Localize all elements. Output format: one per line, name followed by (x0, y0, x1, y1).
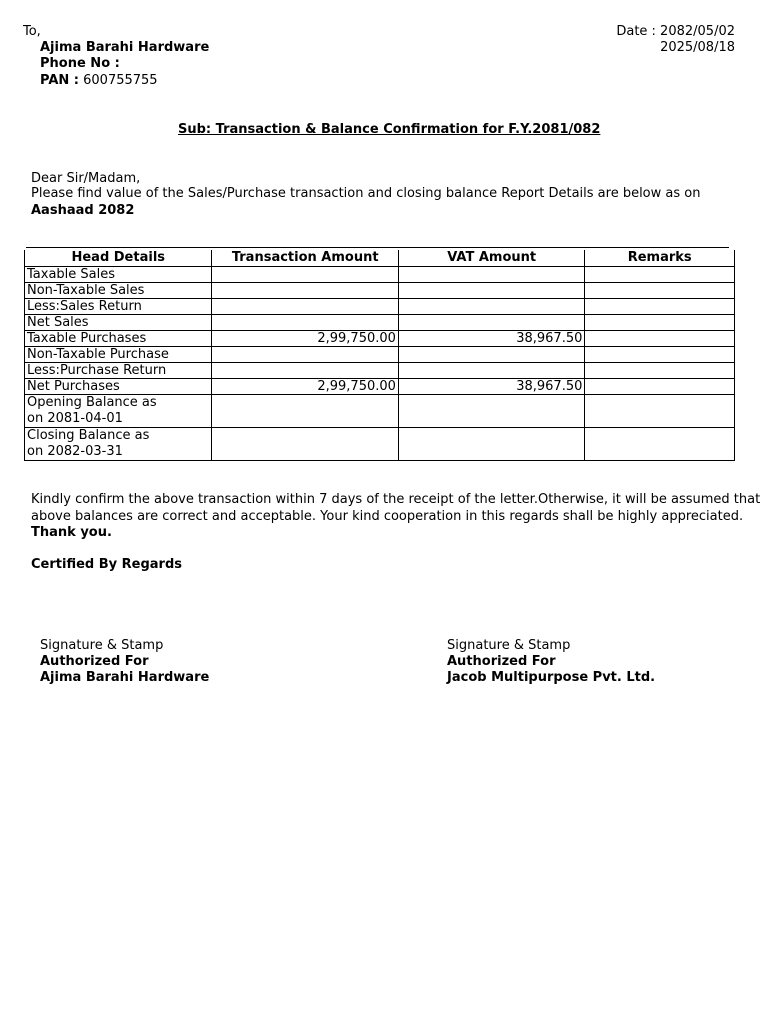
row-vat (398, 315, 584, 331)
row-head-line2: on 2081-04-01 (27, 411, 123, 426)
row-vat (398, 267, 584, 283)
row-amount: 2,99,750.00 (212, 331, 398, 347)
pan-label: PAN : (40, 73, 79, 88)
date-ad: 2025/08/18 (660, 40, 735, 55)
date-bs: Date : 2082/05/02 (616, 24, 735, 39)
row-head: Non-Taxable Purchase (25, 347, 212, 363)
row-vat: 38,967.50 (398, 379, 584, 395)
pan-value: 600755755 (83, 73, 158, 88)
row-amount (212, 267, 398, 283)
table-row (25, 315, 735, 331)
table-row (25, 347, 735, 363)
row-amount (212, 395, 398, 428)
closing-line-2: above balances are correct and acceptable. Your kind cooperation in this regards shall be highly appreciated. (31, 509, 744, 524)
row-amount (212, 315, 398, 331)
row-remarks (585, 347, 735, 363)
row-head: Net Sales (25, 315, 212, 331)
row-vat (398, 363, 584, 379)
row-remarks (585, 428, 735, 461)
row-remarks (585, 331, 735, 347)
authorized-for: Authorized For (40, 654, 149, 669)
table-row (25, 267, 735, 283)
to-label: To, (23, 24, 41, 39)
row-head: Net Purchases (25, 379, 212, 395)
confirmation-table (24, 250, 735, 461)
table-row (25, 428, 735, 461)
salutation: Dear Sir/Madam, (31, 171, 141, 186)
row-remarks (585, 283, 735, 299)
table-header-row (25, 250, 735, 267)
row-amount (212, 299, 398, 315)
table-row (25, 331, 735, 347)
closing-line-1: Kindly confirm the above transaction within 7 days of the receipt of the letter.Otherwise, it will be assumed that (31, 492, 761, 507)
row-vat: 38,967.50 (398, 331, 584, 347)
row-head: Taxable Sales (25, 267, 212, 283)
signature-label: Signature & Stamp (447, 638, 571, 653)
subject-line: Sub: Transaction & Balance Confirmation for F.Y.2081/082 (178, 122, 601, 137)
table-row (25, 363, 735, 379)
row-head: Less:Purchase Return (25, 363, 212, 379)
row-remarks (585, 395, 735, 428)
column-header-transaction-amount: Transaction Amount (212, 250, 398, 267)
row-vat (398, 283, 584, 299)
table-row (25, 299, 735, 315)
column-header-vat-amount: VAT Amount (398, 250, 584, 267)
row-vat (398, 299, 584, 315)
pan-line (40, 73, 158, 89)
confirmation-table-wrapper (24, 247, 735, 461)
column-header-head-details: Head Details (25, 250, 212, 267)
recipient-name: Ajima Barahi Hardware (40, 40, 210, 55)
authorized-for: Authorized For (447, 654, 556, 669)
company-name: Jacob Multipurpose Pvt. Ltd. (447, 670, 656, 685)
as-on-date: Aashaad 2082 (31, 203, 135, 218)
certified-by: Certified By Regards (31, 557, 182, 572)
row-vat (398, 428, 584, 461)
row-amount (212, 283, 398, 299)
row-remarks (585, 267, 735, 283)
row-head (25, 428, 212, 461)
table-row (25, 395, 735, 428)
row-head (25, 395, 212, 428)
column-header-remarks: Remarks (585, 250, 735, 267)
row-head: Less:Sales Return (25, 299, 212, 315)
phone-label (40, 56, 120, 72)
table-row (25, 283, 735, 299)
table-top-rule (26, 247, 729, 248)
row-remarks (585, 379, 735, 395)
phone-label-text: Phone No : (40, 56, 120, 71)
row-amount (212, 428, 398, 461)
row-head-line2: on 2082-03-31 (27, 444, 123, 459)
thank-you: Thank you. (31, 525, 112, 540)
row-amount (212, 363, 398, 379)
table-row (25, 379, 735, 395)
row-head: Non-Taxable Sales (25, 283, 212, 299)
row-amount: 2,99,750.00 (212, 379, 398, 395)
row-head-line1: Closing Balance as (27, 428, 150, 443)
row-amount (212, 347, 398, 363)
row-head: Taxable Purchases (25, 331, 212, 347)
intro-text: Please find value of the Sales/Purchase transaction and closing balance Report Details are below as on (31, 186, 701, 201)
row-vat (398, 347, 584, 363)
row-remarks (585, 299, 735, 315)
company-name: Ajima Barahi Hardware (40, 670, 210, 685)
row-remarks (585, 315, 735, 331)
row-vat (398, 395, 584, 428)
row-head-line1: Opening Balance as (27, 395, 157, 410)
row-remarks (585, 363, 735, 379)
signature-label: Signature & Stamp (40, 638, 164, 653)
